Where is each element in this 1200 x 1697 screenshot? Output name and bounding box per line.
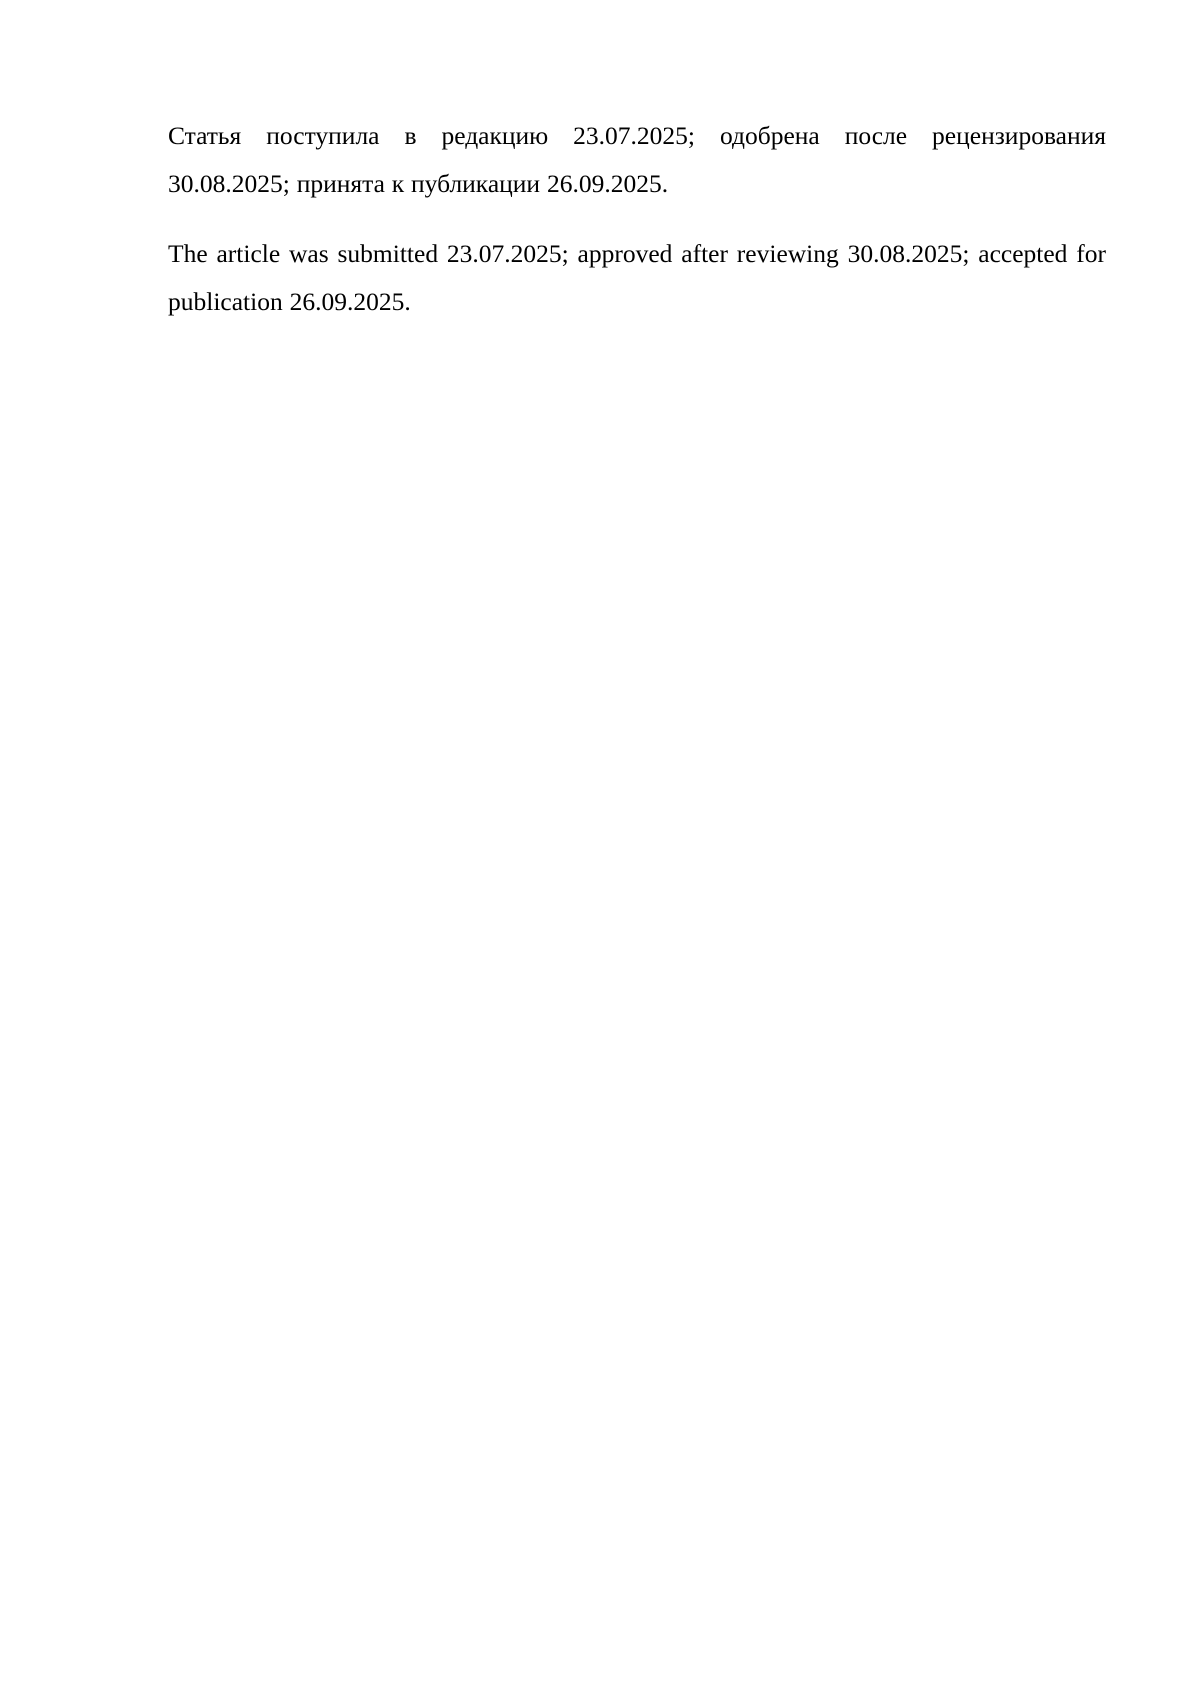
submission-note-ru: Статья поступила в редакцию 23.07.2025; одобрена после рецензирования 30.08.2025; принята к публикации 26.09.2025. — [168, 121, 1106, 198]
submission-note-en: The article was submitted 23.07.2025; approved after reviewing 30.08.2025; accepted for publication 26.09.2025. — [168, 239, 1106, 316]
document-body — [168, 112, 1106, 326]
